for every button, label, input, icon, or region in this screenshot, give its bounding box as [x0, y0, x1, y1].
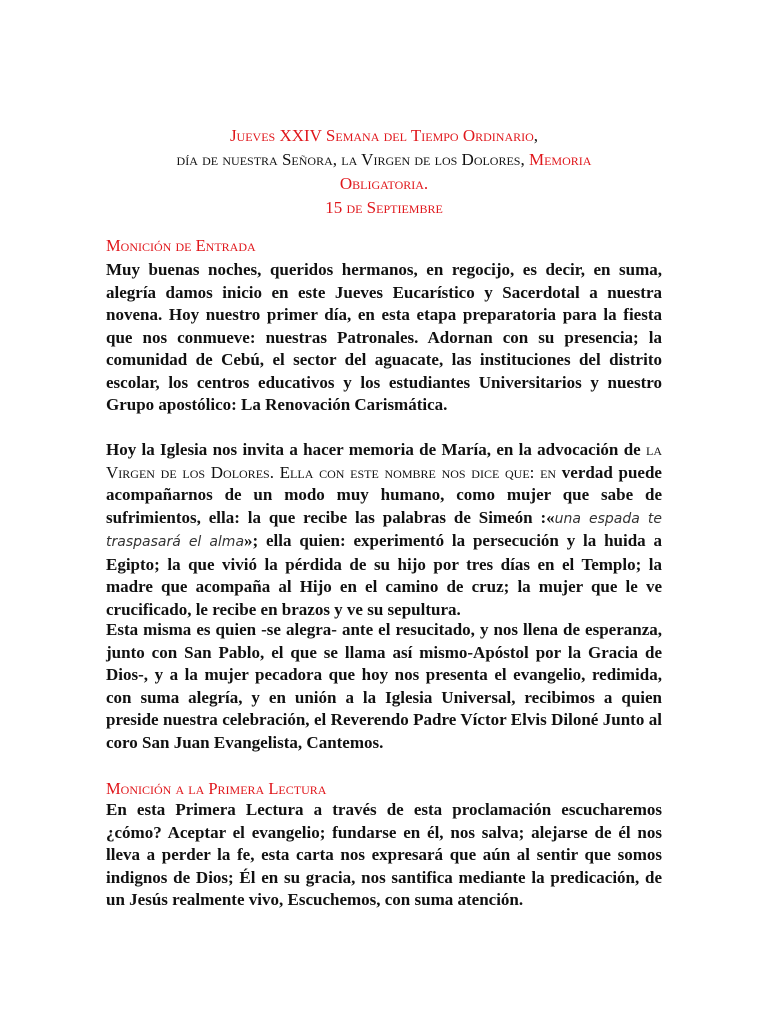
header-line-2: [80, 148, 688, 172]
header-line-3: Obligatoria.: [339, 174, 429, 193]
paragraph-entrada-1: Muy buenas noches, queridos hermanos, en regocijo, es decir, en suma, alegría damos inicio en este Jueves Eucarístico y Sacerdotal a nuestra novena. Hoy nuestro primer día, en esta etapa preparatoria para la fiesta que nos conmueve: nuestras Patronales. Adornan con su presencia; la comunidad de Cebú, el sector del aguacate, las instituciones del distrito escolar, los centros educativos y los estudiantes Universitarios y nuestro Grupo apostólico: La Renovación Carismática.: [106, 260, 662, 414]
header-subtitle: día de nuestra Señora, la Virgen de los Dolores,: [176, 150, 529, 169]
section-title-entrada: Monición de Entrada: [106, 236, 256, 255]
quote-simeon: una espada te traspasará el alma: [106, 510, 662, 550]
paragraph-primera-lectura: En esta Primera Lectura a través de esta proclamación escucharemos ¿cómo? Aceptar el evangelio; fundarse en él, nos salva; alejarse de él nos lleva a perder la fe, esta carta nos expresará que aún al sentir que somos indignos de Dios; Él en su gracia, nos santifica mediante la predicación, de un Jesús realmente vivo, Escuchemos, con suma atención.: [106, 800, 662, 909]
header-memoria: Memoria: [528, 150, 592, 169]
paragraph-entrada-3: Esta misma es quien -se alegra- ante el resucitado, y nos llena de esperanza, junto con San Pablo, el que se llama así mismo-Apóstol por la Gracia de Dios-, y a la mujer pecadora que hoy nos presenta el evangelio, redimida, con suma alegría, y en unión a la Iglesia Universal, recibimos a quien preside nuestra celebración, el Reverendo Padre Víctor Elvis Diloné Junto al coro San Juan Evangelista, Cantemos.: [106, 620, 662, 752]
header-title: Jueves XXIV Semana del Tiempo Ordinario: [229, 126, 534, 145]
document-header: [80, 124, 688, 220]
paragraph-entrada-2: Hoy la Iglesia nos invita a hacer memoria de María, en la advocación de la Virgen de los Dolores. Ella con este nombre nos dice que: en verdad puede acompañarnos de un modo muy humano, como mujer que sabe de sufrimientos, ella: la que recibe las palabras de Simeón :«una espada te traspasará el alma»; ella quien: experimentó la persecución y la huida a Egipto; la que vivió la pérdida de su hijo por tres días en el Templo; la madre que acompaña al Hijo en el camino de cruz; la mujer que le ve crucificado, le recibe en brazos y ve su sepultura.: [106, 440, 662, 619]
section-title-primera-lectura: Monición a la Primera Lectura: [106, 779, 327, 798]
header-line-1: Jueves XXIV Semana del Tiempo Ordinario,: [229, 126, 539, 145]
header-date: 15 de Septiembre: [325, 198, 443, 217]
